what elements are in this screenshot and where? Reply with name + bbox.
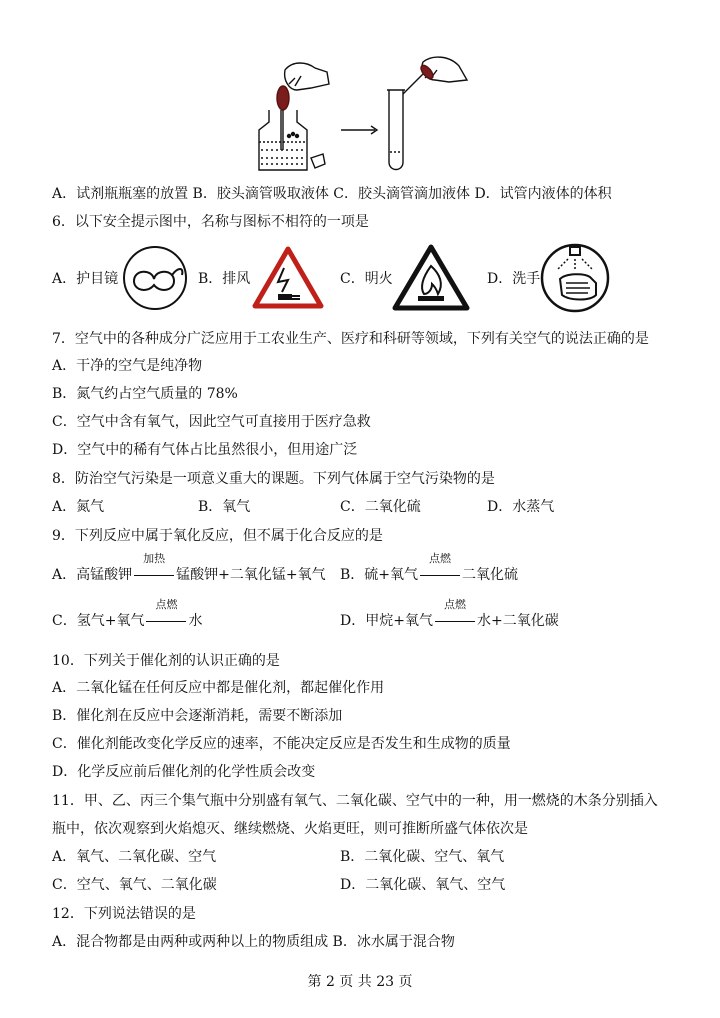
q6-option-c: C．明火 xyxy=(340,271,393,287)
q9-d-reactants: D．甲烷+氧气 xyxy=(340,613,433,629)
q9-c-reactants: C．氢气+氧气 xyxy=(52,613,145,629)
page-footer: 第 2 页 共 23 页 xyxy=(307,974,413,990)
q10-stem: 10．下列关于催化剂的认识正确的是 xyxy=(52,653,280,669)
q11-stem-line2: 瓶中，依次观察到火焰熄灭、继续燃烧、火焰更旺，则可推断所盛气体依次是 xyxy=(52,821,528,837)
q9-option-c xyxy=(52,598,203,630)
q6-stem: 6．以下安全提示图中，名称与图标不相符的一项是 xyxy=(52,214,369,230)
open-flame-icon xyxy=(392,244,470,312)
q9-option-d xyxy=(340,598,559,630)
q9-option-b xyxy=(340,552,519,584)
q8-stem: 8．防治空气污染是一项意义重大的课题。下列气体属于空气污染物的是 xyxy=(52,471,495,487)
q12-stem: 12．下列说法错误的是 xyxy=(52,906,196,922)
q6-option-a: A．护目镜 xyxy=(52,271,119,287)
q7-option-a: A．干净的空气是纯净物 xyxy=(52,358,203,374)
hand-wash-icon xyxy=(540,243,610,313)
q9-a-products: 锰酸钾+二氧化锰+氧气 xyxy=(176,567,326,583)
q9-d-products: 水+二氧化碳 xyxy=(476,613,559,629)
q12-options: A．混合物都是由两种或两种以上的物质组成 B．冰水属于混合物 xyxy=(52,934,455,950)
q9-option-a xyxy=(52,552,326,584)
lab-operation-illustration xyxy=(245,50,475,175)
q11-option-a: A．氧气、二氧化碳、空气 xyxy=(52,849,217,865)
q7-option-d: D．空气中的稀有气体占比虽然很小，但用途广泛 xyxy=(52,442,358,458)
q11-stem-line1: 11．甲、乙、丙三个集气瓶中分别盛有氧气、二氧化碳、空气中的一种，用一燃烧的木条分别插入 xyxy=(52,793,658,809)
goggles-icon xyxy=(122,245,188,311)
q8-option-b: B．氧气 xyxy=(198,499,251,515)
q9-c-products: 水 xyxy=(188,613,203,629)
reaction-condition xyxy=(144,598,188,630)
q10-option-d: D．化学反应前后催化剂的化学性质会改变 xyxy=(52,764,316,780)
condition-label: 点燃 xyxy=(429,552,452,565)
q10-option-c: C．催化剂能改变化学反应的速率，不能决定反应是否发生和生成物的质量 xyxy=(52,736,511,752)
q10-option-b: B．催化剂在反应中会逐渐消耗，需要不断添加 xyxy=(52,708,343,724)
reaction-condition xyxy=(418,552,462,584)
q9-a-reactants: A．高锰酸钾 xyxy=(52,567,133,583)
reaction-condition xyxy=(433,598,477,630)
q9-b-reactants: B．硫+氧气 xyxy=(340,567,419,583)
q11-option-c: C．空气、氧气、二氧化碳 xyxy=(52,877,217,893)
q9-b-products: 二氧化硫 xyxy=(462,567,519,583)
exhaust-fan-icon xyxy=(252,246,324,310)
condition-label: 点燃 xyxy=(443,598,466,611)
q7-option-b: B．氮气约占空气质量的 78% xyxy=(52,386,238,402)
q8-option-d: D．水蒸气 xyxy=(487,499,555,515)
q10-option-a: A．二氧化锰在任何反应中都是催化剂，都起催化作用 xyxy=(52,680,385,696)
q9-stem: 9．下列反应中属于氧化反应，但不属于化合反应的是 xyxy=(52,528,383,544)
condition-label: 点燃 xyxy=(155,598,178,611)
q5-options: A．试剂瓶瓶塞的放置 B．胶头滴管吸取液体 C．胶头滴管滴加液体 D．试管内液体的体积 xyxy=(52,186,612,202)
reaction-condition xyxy=(132,552,176,584)
q6-option-d: D．洗手 xyxy=(487,271,541,287)
q8-option-a: A．氮气 xyxy=(52,499,105,515)
q11-option-b: B．二氧化碳、空气、氧气 xyxy=(340,849,505,865)
condition-label: 加热 xyxy=(143,552,166,565)
q6-option-b: B．排风 xyxy=(198,271,251,287)
q8-option-c: C．二氧化硫 xyxy=(340,499,421,515)
q7-stem: 7．空气中的各种成分广泛应用于工农业生产、医疗和科研等领域，下列有关空气的说法正确的是 xyxy=(52,331,649,347)
q7-option-c: C．空气中含有氧气，因此空气可直接用于医疗急救 xyxy=(52,414,371,430)
q11-option-d: D．二氧化碳、氧气、空气 xyxy=(340,877,506,893)
